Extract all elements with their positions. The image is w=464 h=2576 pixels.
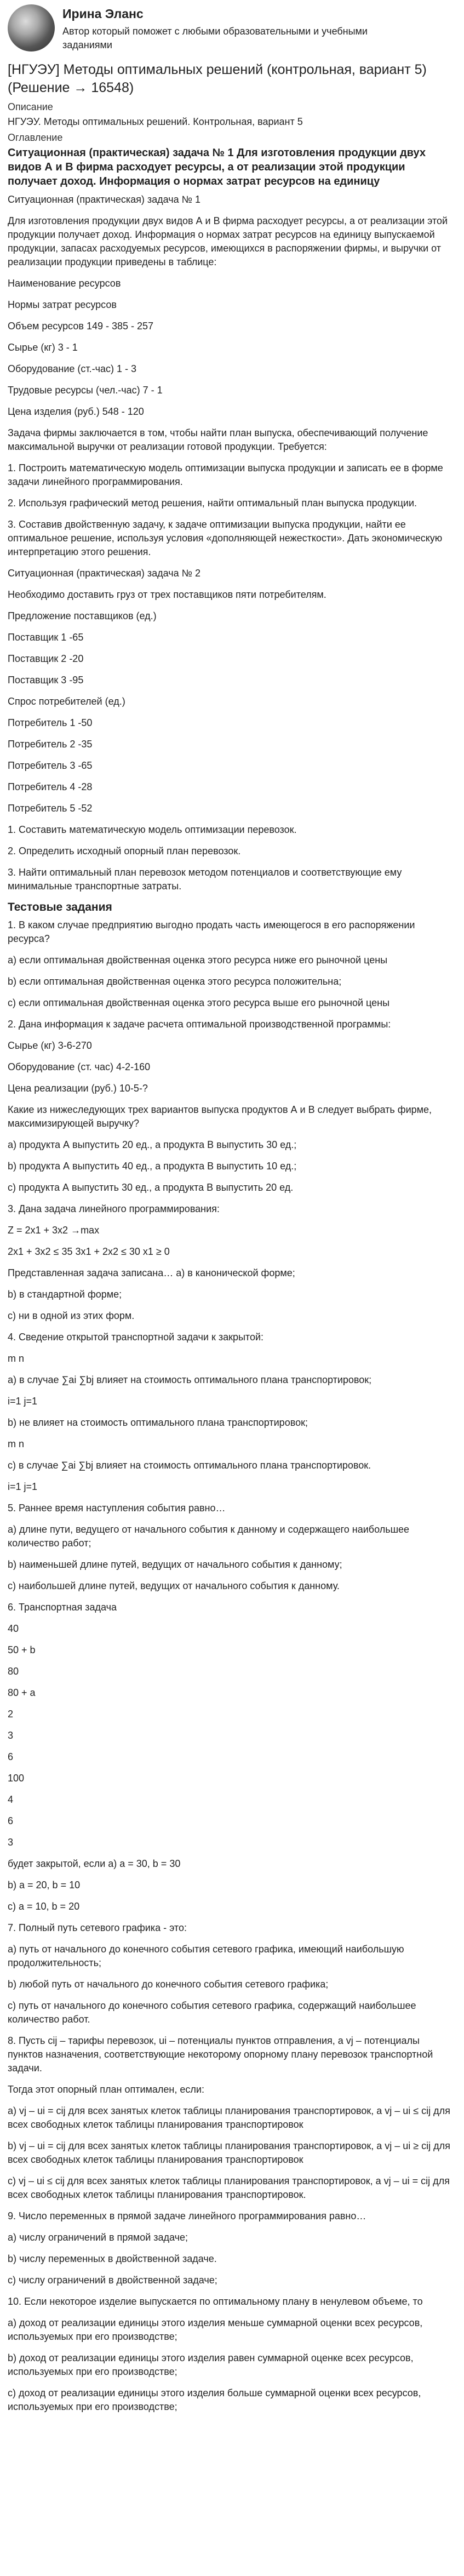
test-line: 3. Дана задача линейного программирования: (8, 1203, 220, 1214)
test-line: 2 (8, 1709, 14, 1720)
test-line: a) длине пути, ведущего от начального события к данному и содержащего наибольшее количество работ; (8, 1524, 410, 1549)
task-line: Предложение поставщиков (ед.) (8, 610, 157, 621)
test-line: 9. Число переменных в прямой задаче линейного программирования равно… (8, 2211, 366, 2221)
task-line: Потребитель 2 -35 (8, 739, 93, 750)
test-line: m n (8, 1353, 25, 1364)
test-line: a) vj – ui = cij для всех занятых клеток таблицы планирования транспортировок, а vj – ui ≤ cij для всех свободных клеток таблицы планирования транспортировок (8, 2105, 450, 2130)
test-line: 80 + a (8, 1687, 36, 1698)
task-line: 3. Составив двойственную задачу, к задаче оптимизации выпуска продукции, найти ее оптимальное решение, используя условия «дополняющей нежесткости». Дать экономическую интерпретацию этого решения. (8, 519, 443, 557)
test-line: 100 (8, 1773, 25, 1784)
toc-situation-title: Ситуационная (практическая) задача № 1 Для изготовления продукции двух видов А и В фирма расходует ресурсы, а от реализации этой продукции получает доход. Информация о нормах затрат ресурсов на единицу (8, 147, 426, 187)
test-line: 10. Если некоторое изделие выпускается по оптимальному плану в ненулевом объеме, то (8, 2296, 423, 2307)
test-line: b) числу переменных в двойственной задаче. (8, 2253, 217, 2264)
task-line: Поставщик 3 -95 (8, 675, 84, 686)
test-line: c) числу ограничений в двойственной задаче; (8, 2275, 217, 2286)
task-line: Задача фирмы заключается в том, чтобы найти план выпуска, обеспечивающий получение максимальной выручки от реализации готовой продукции. Требуется: (8, 427, 428, 452)
test-line: Z = 2x1 + 3x2 →max (8, 1225, 100, 1236)
test-line: b) наименьшей длине путей, ведущих от начального события к данному; (8, 1559, 342, 1570)
test-line: c) a = 10, b = 20 (8, 1901, 80, 1912)
test-line: b) если оптимальная двойственная оценка этого ресурса положительна; (8, 976, 342, 987)
test-line: Цена реализации (руб.) 10-5-? (8, 1083, 148, 1094)
task-line: 3. Найти оптимальный план перевозок методом потенциалов и соответствующие ему минимальные транспортные затраты. (8, 867, 402, 892)
task-line: 2. Определить исходный опорный план перевозок. (8, 846, 241, 856)
task-line: Необходимо доставить груз от трех поставщиков пяти потребителям. (8, 589, 326, 600)
toc-label: Оглавление (8, 132, 63, 143)
author-name[interactable]: Ирина Эланс (62, 7, 144, 21)
task-line: Наименование ресурсов (8, 278, 121, 289)
test-line: Тогда этот опорный план оптимален, если: (8, 2084, 204, 2095)
test-line: b) любой путь от начального до конечного события сетевого графика; (8, 1979, 329, 1990)
task-line: 2. Используя графический метод решения, найти оптимальный план выпуска продукции. (8, 498, 417, 509)
test-line: Представленная задача записана… a) в канонической форме; (8, 1267, 295, 1278)
description-label: Описание (8, 101, 53, 112)
test-line: 6 (8, 1815, 14, 1826)
task-line: Спрос потребителей (ед.) (8, 696, 125, 707)
task-line: Потребитель 1 -50 (8, 717, 93, 728)
task-line: Для изготовления продукции двух видов А и В фирма расходует ресурсы, а от реализации этой продукции получает доход. Информация о нормах затрат ресурсов на единицу выпускаемой продукции, запасах расходуемых ресурсов, имеющихся в распоряжении фирмы, и выручки от реализации продукции приведены в таблице: (8, 215, 448, 267)
task-line: Цена изделия (руб.) 548 - 120 (8, 406, 144, 417)
test-line: 4. Сведение открытой транспортной задачи к закрытой: (8, 1332, 264, 1343)
test-line: b) не влияет на стоимость оптимального плана транспортировок; (8, 1417, 308, 1428)
test-line: 40 (8, 1623, 19, 1634)
task-line: Сырье (кг) 3 - 1 (8, 342, 78, 353)
test-line: b) в стандартной форме; (8, 1289, 122, 1300)
author-header (8, 0, 456, 58)
test-line: 50 + b (8, 1644, 36, 1655)
test-line: 6. Транспортная задача (8, 1602, 117, 1613)
task-line: Поставщик 1 -65 (8, 632, 84, 643)
test-line: c) vj – ui ≤ cij для всех занятых клеток таблицы планирования транспортировок, а vj – ui = cij для всех свободных клеток таблицы планирования транспортировок. (8, 2175, 450, 2200)
test-line: Оборудование (ст. час) 4-2-160 (8, 1061, 151, 1072)
task-line: 1. Построить математическую модель оптимизации выпуска продукции и записать ее в форме задачи линейного программирования. (8, 462, 443, 487)
task-line: Ситуационная (практическая) задача № 1 (8, 194, 201, 205)
task-line: 1. Составить математическую модель оптимизации перевозок. (8, 824, 297, 835)
test-line: c) доход от реализации единицы этого изделия больше суммарной оценки всех ресурсов, используемых при его производстве; (8, 2387, 421, 2412)
test-line: c) наибольшей длине путей, ведущих от начального события к данному. (8, 1580, 340, 1591)
test-line: 2. Дана информация к задаче расчета оптимальной производственной программы: (8, 1019, 391, 1030)
task-lines (8, 193, 456, 893)
author-description: Автор который поможет с любыми образовательными и учебными заданиями (62, 26, 368, 50)
task-line: Оборудование (ст.-час) 1 - 3 (8, 363, 137, 374)
test-line: 6 (8, 1751, 14, 1762)
test-line: будет закрытой, если a) a = 30, b = 30 (8, 1858, 181, 1869)
test-line: a) доход от реализации единицы этого изделия меньше суммарной оценки всех ресурсов, используемых при его производстве; (8, 2317, 423, 2342)
test-line: a) числу ограничений в прямой задаче; (8, 2232, 188, 2243)
test-line: b) продукта А выпустить 40 ед., а продукта В выпустить 10 ед.; (8, 1161, 297, 1172)
task-line: Потребитель 4 -28 (8, 781, 93, 792)
avatar[interactable] (8, 4, 55, 52)
test-line: 1. В каком случае предприятию выгодно продать часть имеющегося в его распоряжении ресурса? (8, 919, 415, 944)
test-line: c) путь от начального до конечного события сетевого графика, содержащий наибольшее количество работ. (8, 2000, 416, 2025)
test-line: 80 (8, 1666, 19, 1677)
test-line: i=1 j=1 (8, 1481, 38, 1492)
test-line: Какие из нижеследующих трех вариантов выпуска продуктов А и В следует выбрать фирме, максимизирующей выручку? (8, 1104, 432, 1129)
test-line: c) ни в одной из этих форм. (8, 1310, 135, 1321)
task-line: Потребитель 3 -65 (8, 760, 93, 771)
test-line: a) продукта А выпустить 20 ед., а продукта В выпустить 30 ед.; (8, 1139, 297, 1150)
test-line: b) a = 20, b = 10 (8, 1880, 81, 1890)
test-line: c) если оптимальная двойственная оценка этого ресурса выше его рыночной цены (8, 997, 390, 1008)
test-line: 8. Пусть cij – тарифы перевозок, ui – потенциалы пунктов отправления, а vj – потенциалы пунктов назначения, соответствующие некоторому опорному плану перевозок транспортной задачи. (8, 2035, 433, 2074)
task-line: Потребитель 5 -52 (8, 803, 93, 814)
test-line: b) vj – ui = cij для всех занятых клеток таблицы планирования транспортировок, а vj – ui ≥ cij для всех свободных клеток таблицы планирования транспортировок (8, 2140, 450, 2165)
test-line: a) если оптимальная двойственная оценка этого ресурса ниже его рыночной цены (8, 955, 388, 966)
test-line: i=1 j=1 (8, 1396, 38, 1407)
description-text: НГУЭУ. Методы оптимальных решений. Контрольная, вариант 5 (8, 116, 303, 127)
test-line: a) путь от начального до конечного события сетевого графика, имеющий наибольшую продолжительность; (8, 1944, 404, 1968)
test-line: Сырье (кг) 3-6-270 (8, 1040, 92, 1051)
task-line: Ситуационная (практическая) задача № 2 (8, 568, 201, 579)
test-line: 7. Полный путь сетевого графика - это: (8, 1922, 187, 1933)
task-line: Трудовые ресурсы (чел.-час) 7 - 1 (8, 385, 163, 396)
test-line: c) в случае ∑ai ∑bj влияет на стоимость оптимального плана транспортировок. (8, 1460, 371, 1471)
task-line: Объем ресурсов 149 - 385 - 257 (8, 321, 154, 332)
test-line: b) доход от реализации единицы этого изделия равен суммарной оценке всех ресурсов, используемых при его производстве; (8, 2352, 414, 2377)
test-line: m n (8, 1438, 25, 1449)
author-info (62, 4, 402, 52)
test-line: 2x1 + 3x2 ≤ 35 3x1 + 2x2 ≤ 30 x1 ≥ 0 (8, 1246, 170, 1257)
test-line: c) продукта А выпустить 30 ед., а продукта В выпустить 20 ед. (8, 1182, 294, 1193)
tests-heading: Тестовые задания (8, 901, 112, 913)
test-lines (8, 918, 456, 2414)
test-line: 5. Раннее время наступления события равно… (8, 1503, 226, 1513)
test-line: 3 (8, 1837, 14, 1848)
test-line: a) в случае ∑ai ∑bj влияет на стоимость оптимального плана транспортировок; (8, 1374, 372, 1385)
test-line: 3 (8, 1730, 14, 1741)
page-title: [НГУЭУ] Методы оптимальных решений (контрольная, вариант 5) (Решение → 16548) (8, 62, 427, 95)
task-line: Поставщик 2 -20 (8, 653, 84, 664)
test-line: 4 (8, 1794, 14, 1805)
task-line: Нормы затрат ресурсов (8, 299, 117, 310)
